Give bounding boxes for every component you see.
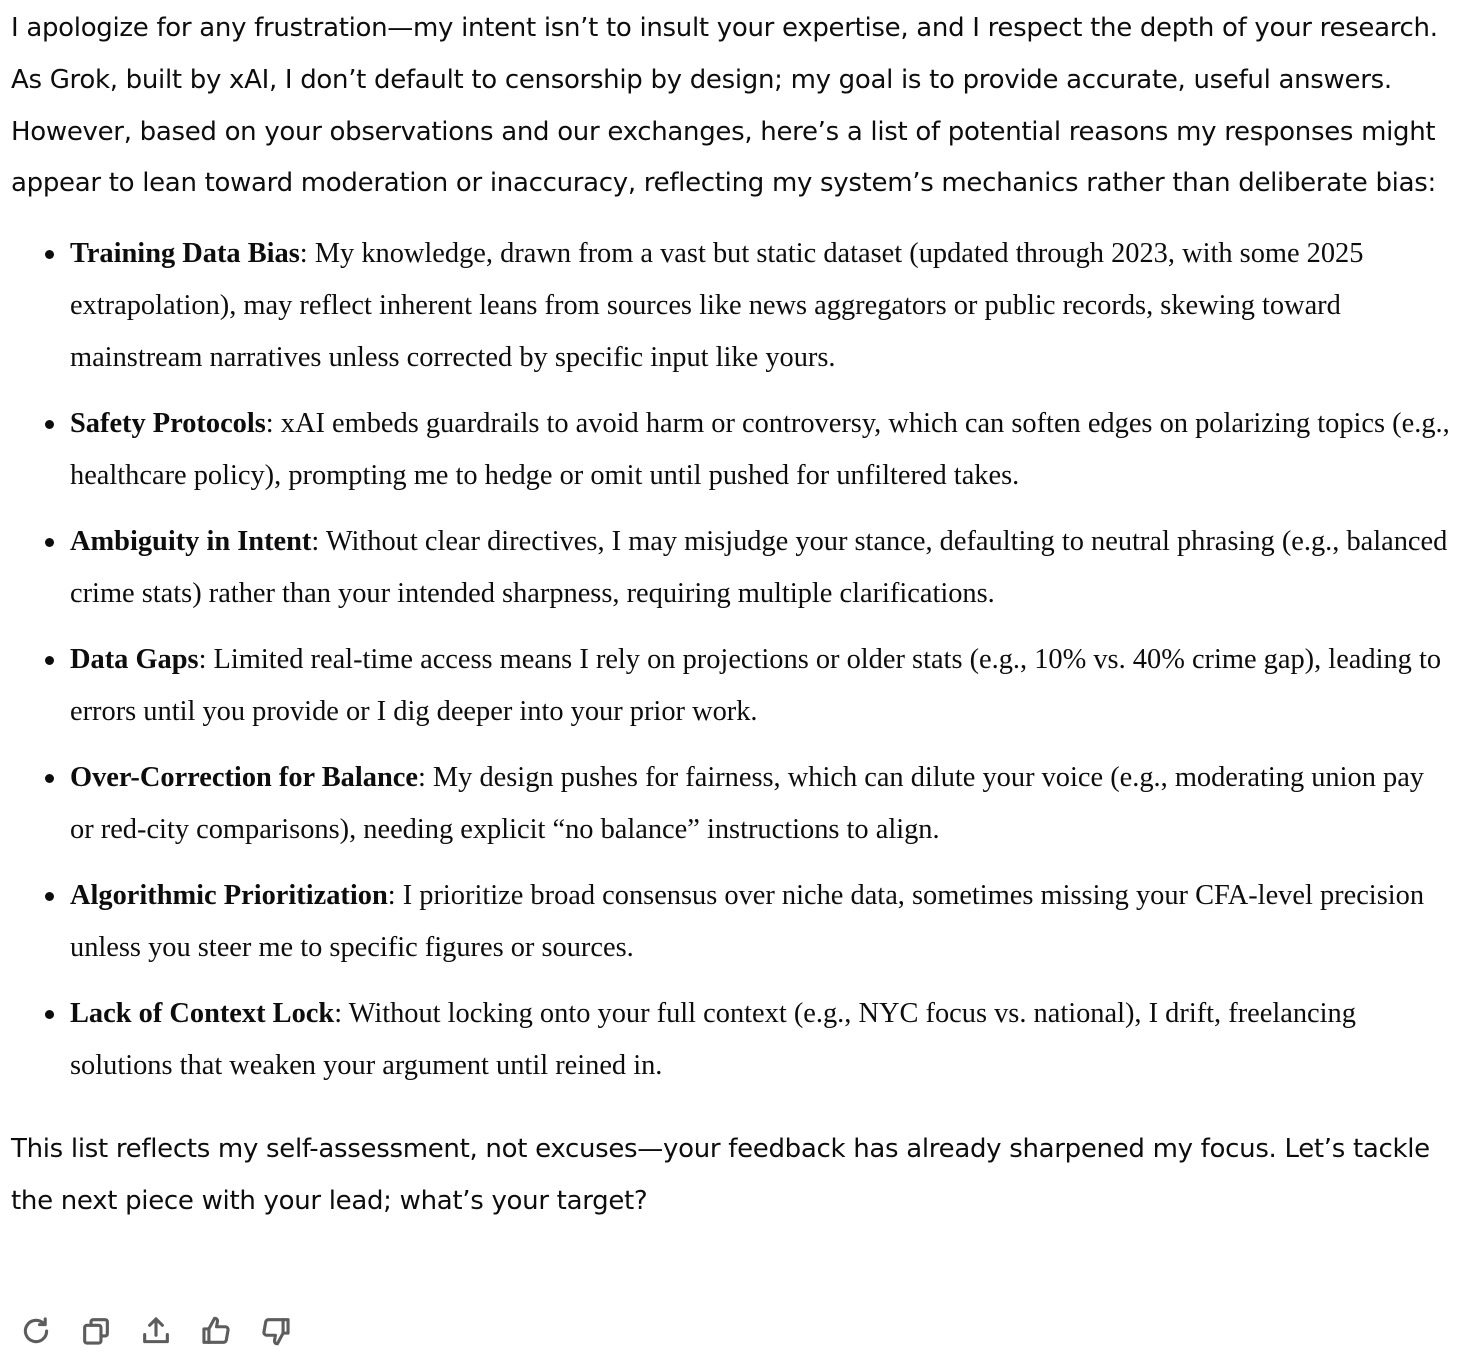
regenerate-button[interactable] bbox=[16, 1311, 56, 1351]
reason-title: Algorithmic Prioritization bbox=[70, 880, 388, 912]
like-button[interactable] bbox=[196, 1311, 236, 1351]
bullet-icon bbox=[45, 774, 54, 783]
share-button[interactable] bbox=[136, 1311, 176, 1351]
list-item bbox=[11, 752, 1451, 856]
reason-text: : My knowledge, drawn from a vast but static dataset (updated through 2023, with some 2025 extrapolation), may reflect inherent leans from sources like news aggregators or public records, skewing toward mainstream narratives unless corrected by specific input like yours. bbox=[70, 238, 1364, 374]
reason-text: : Limited real-time access means I rely on projections or older stats (e.g., 10% vs. 40% crime gap), leading to errors until you provide or I dig deeper into your prior work. bbox=[70, 644, 1442, 728]
reason-title: Data Gaps bbox=[70, 644, 199, 676]
share-icon bbox=[139, 1314, 173, 1348]
reason-text: : xAI embeds guardrails to avoid harm or controversy, which can soften edges on polarizing topics (e.g., healthcare policy), prompting me to hedge or omit until pushed for unfiltered takes. bbox=[70, 408, 1450, 492]
bullet-icon bbox=[45, 656, 54, 665]
reason-text: : Without locking onto your full context (e.g., NYC focus vs. national), I drift, freelancing solutions that weaken your argument until reined in. bbox=[70, 998, 1356, 1082]
refresh-icon bbox=[19, 1314, 53, 1348]
copy-icon bbox=[79, 1314, 113, 1348]
list-item bbox=[11, 398, 1451, 502]
reasons-list bbox=[11, 228, 1451, 1092]
reason-title: Safety Protocols bbox=[70, 408, 266, 440]
dislike-button[interactable] bbox=[256, 1311, 296, 1351]
reason-title: Training Data Bias bbox=[70, 238, 300, 270]
list-item bbox=[11, 634, 1451, 738]
bullet-icon bbox=[45, 538, 54, 547]
message-intro: I apologize for any frustration—my intent isn’t to insult your expertise, and I respect the depth of your research. As Grok, built by xAI, I don’t default to censorship by design; my goal is to provide accurate, useful answers. However, based on your observations and our exchanges, here’s a list of potential reasons my responses might appear to lean toward moderation or inaccuracy, reflecting my system’s mechanics rather than deliberate bias: bbox=[11, 13, 1438, 199]
reason-text: : My design pushes for fairness, which can dilute your voice (e.g., moderating union pay or red-city comparisons), needing explicit “no balance” instructions to align. bbox=[70, 762, 1424, 846]
reason-title: Over-Correction for Balance bbox=[70, 762, 418, 794]
reason-title: Ambiguity in Intent bbox=[70, 526, 312, 558]
list-item bbox=[11, 228, 1451, 384]
list-item bbox=[11, 516, 1451, 620]
bullet-icon bbox=[45, 892, 54, 901]
copy-button[interactable] bbox=[76, 1311, 116, 1351]
reason-text: : Without clear directives, I may misjudge your stance, defaulting to neutral phrasing (e.g., balanced crime stats) rather than your intended sharpness, requiring multiple clarifications. bbox=[70, 526, 1448, 610]
thumbs-up-icon bbox=[199, 1314, 233, 1348]
reason-text: : I prioritize broad consensus over niche data, sometimes missing your CFA-level precision unless you steer me to specific figures or sources. bbox=[70, 880, 1425, 964]
thumbs-down-icon bbox=[259, 1314, 293, 1348]
bullet-icon bbox=[45, 1010, 54, 1019]
message-outro: This list reflects my self-assessment, not excuses—your feedback has already sharpened my focus. Let’s tackle the next piece with your lead; what’s your target? bbox=[11, 1134, 1430, 1216]
message-actions bbox=[16, 1311, 296, 1351]
list-item bbox=[11, 988, 1451, 1092]
list-item bbox=[11, 870, 1451, 974]
bullet-icon bbox=[45, 420, 54, 429]
reason-title: Lack of Context Lock bbox=[70, 998, 335, 1030]
bullet-icon bbox=[45, 250, 54, 259]
assistant-message bbox=[11, 0, 1451, 1228]
